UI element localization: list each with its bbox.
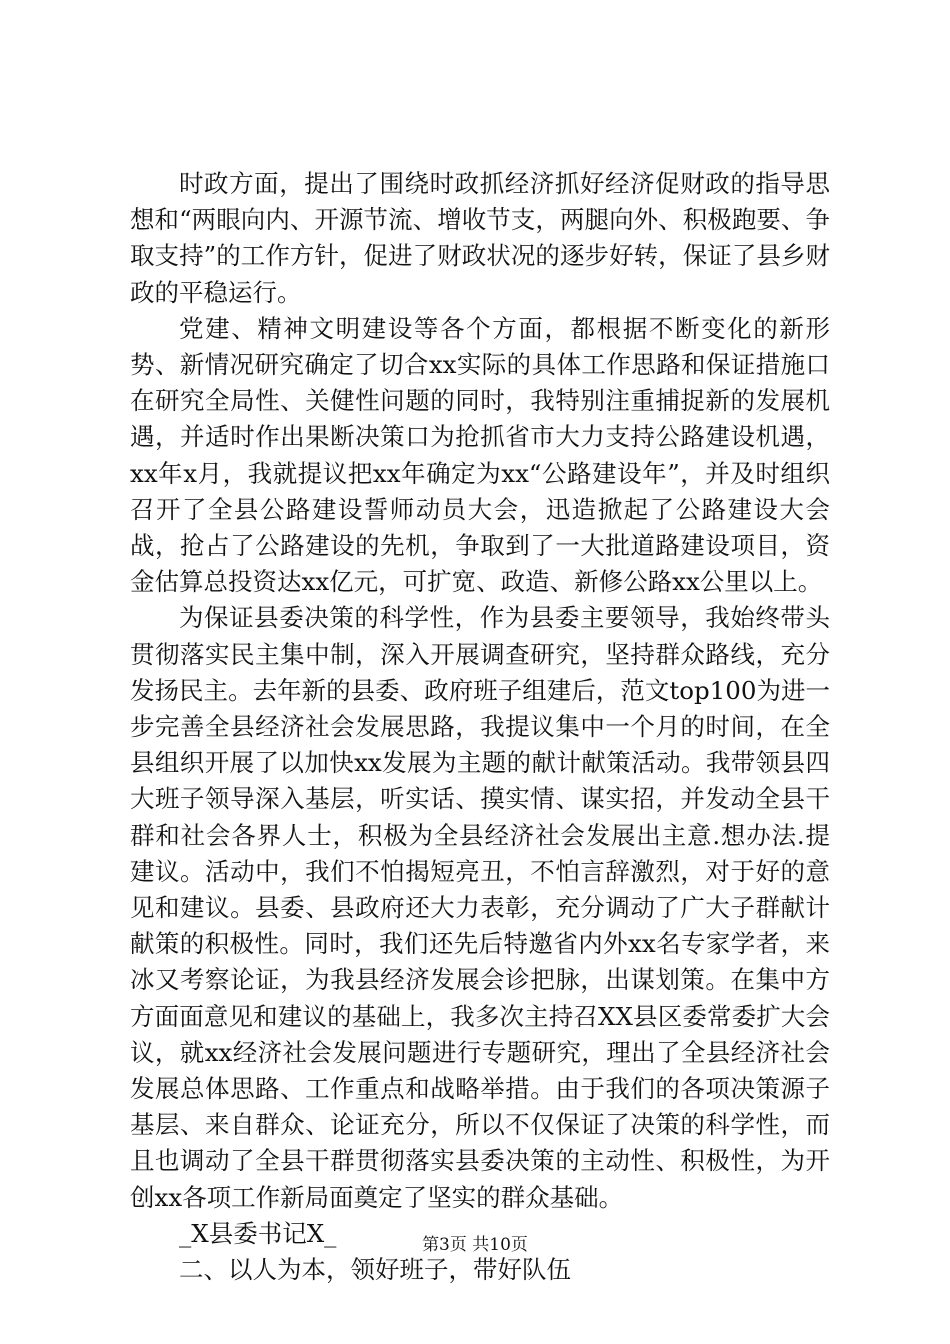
paragraph-fiscal: 时政方面，提出了围绕时政抓经济抓好经济促财政的指导思想和“两眼向内、开源节流、增收节支，两腿向外、积极跑要、争取支持”的工作方针，促进了财政状况的逐步好转，保证了县乡财政的平稳运行。: [130, 169, 830, 307]
paragraph-party-building: 党建、精神文明建设等各个方面，都根据不断变化的新形势、新情况研究确定了切合xx实际的具体工作思路和保证措施口在研究全局性、关健性问题的同时，我特别注重捕捉新的发展机遇，并适时作出果断决策口为抢抓省市大力支持公路建设机遇，xx年x月，我就提议把xx年确定为xx“公路建设年”，并及时组织召开了全县公路建设誓师动员大会，迅造掀起了公路建设大会战，抢占了公路建设的先机，争取到了一大批道路建设项目，资金估算总投资达xx亿元，可扩宽、政造、新修公路xx公里以上。: [130, 313, 830, 597]
paragraph-decision-making: 为保证县委决策的科学性，作为县委主要领导，我始终带头贯彻落实民主集中制，深入开展调查研究，坚持群众路线，充分发扬民主。去年新的县委、政府班子组建后，范文top100为进一步完善全县经济社会发展思路，我提议集中一个月的时间，在全县组织开展了以加快xx发展为主题的献计献策活动。我带领县四大班子领导深入基层，听实话、摸实情、谋实招，并发动全县干群和社会各界人士，积极为全县经济社会发展出主意.想办法.提建议。活动中，我们不怕揭短亮丑，不怕言辞激烈，对于好的意见和建议。县委、县政府还大力表彰，充分调动了广大子群献计献策的积极性。同时，我们还先后特邀省内外xx名专家学者，来冰又考察论证，为我县经济发展会诊把脉，出谋划策。在集中方方面面意见和建议的基础上，我多次主持召XX县区委常委扩大会议，就xx经济社会发展问题进行专题研究，理出了全县经济社会发展总体思路、工作重点和战略举措。由于我们的各项决策源子基层、来自群众、论证充分，所以不仅保证了决策的科学性，而且也调动了全县干群贯彻落实县委决策的主动性、积极性，为开创xx各项工作新局面奠定了坚实的群众基础。: [130, 603, 830, 1212]
page-footer: 第3页 共10页: [422, 1235, 528, 1255]
document-body: [130, 166, 830, 1288]
section-heading: 二、以人为本，领好班子，带好队伍: [179, 1255, 571, 1285]
signature-line: _X县委书记X_: [179, 1218, 337, 1248]
